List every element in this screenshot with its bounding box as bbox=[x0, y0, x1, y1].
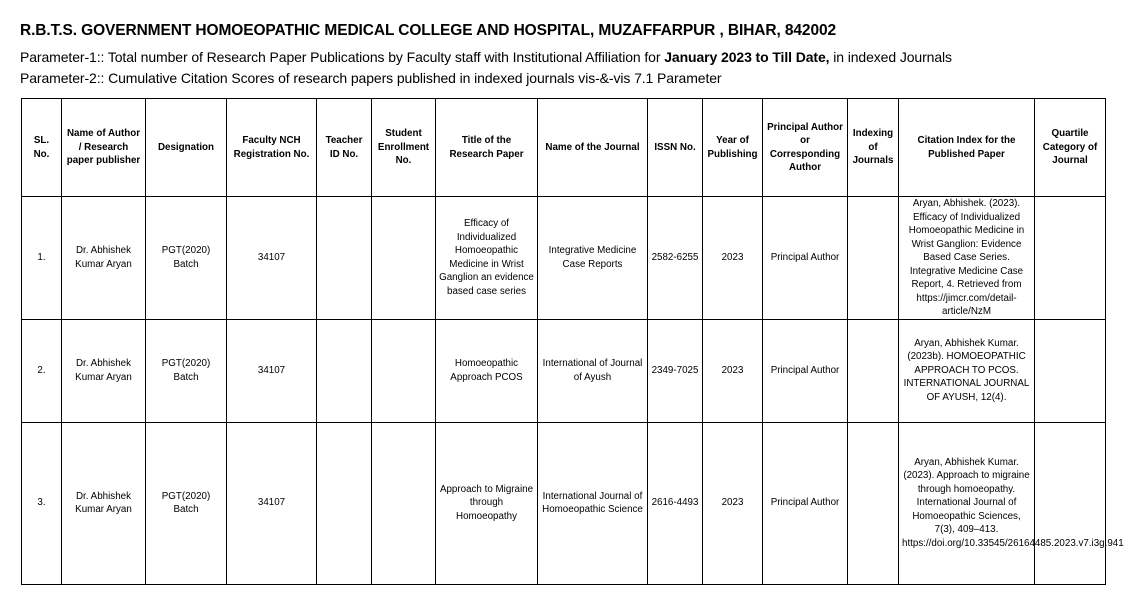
col-header-author-role: Principal Author or Corresponding Author bbox=[763, 99, 848, 197]
table-header-row bbox=[22, 99, 1106, 197]
table-row bbox=[22, 422, 1106, 584]
cell-author-role: Principal Author bbox=[763, 197, 848, 320]
cell-teacher-id bbox=[317, 319, 372, 422]
cell-teacher-id bbox=[317, 197, 372, 320]
cell-journal: International Journal of Homoeopathic Science bbox=[538, 422, 648, 584]
cell-teacher-id bbox=[317, 422, 372, 584]
cell-nch-reg: 34107 bbox=[227, 319, 317, 422]
parameter-1-suffix: in indexed Journals bbox=[829, 49, 952, 65]
col-header-student-enroll: Student Enrollment No. bbox=[372, 99, 436, 197]
parameter-1-bold: January 2023 to Till Date, bbox=[664, 49, 830, 65]
cell-quartile bbox=[1035, 319, 1106, 422]
parameter-1-line bbox=[20, 49, 952, 65]
cell-nch-reg: 34107 bbox=[227, 422, 317, 584]
cell-author: Dr. Abhishek Kumar Aryan bbox=[62, 319, 146, 422]
cell-title: Homoeopathic Approach PCOS bbox=[436, 319, 538, 422]
cell-sl: 1. bbox=[22, 197, 62, 320]
cell-citation: Aryan, Abhishek. (2023). Efficacy of Individualized Homoeopathic Medicine in Wrist Ganglion: Evidence Based Case Series. Integrative Medicine Case Report, 4. Retrieved from https://jimcr.com/detail-article/NzM bbox=[899, 197, 1035, 320]
cell-author: Dr. Abhishek Kumar Aryan bbox=[62, 422, 146, 584]
cell-title: Approach to Migraine through Homoeopathy bbox=[436, 422, 538, 584]
cell-issn: 2616-4493 bbox=[648, 422, 703, 584]
col-header-year: Year of Publishing bbox=[703, 99, 763, 197]
cell-student-enroll bbox=[372, 422, 436, 584]
cell-quartile bbox=[1035, 422, 1106, 584]
col-header-citation: Citation Index for the Published Paper bbox=[899, 99, 1035, 197]
col-header-sl: SL. No. bbox=[22, 99, 62, 197]
page-title: R.B.T.S. GOVERNMENT HOMOEOPATHIC MEDICAL COLLEGE AND HOSPITAL, MUZAFFARPUR , BIHAR, 842002 bbox=[20, 22, 837, 39]
col-header-designation: Designation bbox=[146, 99, 227, 197]
publications-table bbox=[21, 98, 1124, 585]
col-header-journal: Name of the Journal bbox=[538, 99, 648, 197]
col-header-nch-reg: Faculty NCH Registration No. bbox=[227, 99, 317, 197]
col-header-indexing: Indexing of Journals bbox=[848, 99, 899, 197]
cell-year: 2023 bbox=[703, 197, 763, 320]
cell-issn: 2582-6255 bbox=[648, 197, 703, 320]
col-header-teacher-id: Teacher ID No. bbox=[317, 99, 372, 197]
cell-journal: International of Journal of Ayush bbox=[538, 319, 648, 422]
parameter-2-line: Parameter-2:: Cumulative Citation Scores of research papers published in indexed journals vis-&-vis 7.1 Parameter bbox=[20, 70, 722, 86]
cell-indexing bbox=[848, 197, 899, 320]
parameter-1-prefix: Parameter-1:: Total number of Research Paper Publications by Faculty staff with Institutional Affiliation for bbox=[20, 49, 665, 65]
cell-issn: 2349-7025 bbox=[648, 319, 703, 422]
cell-citation: Aryan, Abhishek Kumar. (2023). Approach to migraine through homoeopathy. International Journal of Homoeopathic Sciences, 7(3), 409–413. https://doi.org/10.33545/26164485.2023.v7.i3g.941 bbox=[899, 422, 1035, 584]
cell-sl: 2. bbox=[22, 319, 62, 422]
table-row bbox=[22, 197, 1106, 320]
cell-year: 2023 bbox=[703, 319, 763, 422]
cell-quartile bbox=[1035, 197, 1106, 320]
cell-citation: Aryan, Abhishek Kumar. (2023b). HOMOEOPATHIC APPROACH TO PCOS. INTERNATIONAL JOURNAL OF AYUSH, 12(4). bbox=[899, 319, 1035, 422]
cell-designation: PGT(2020) Batch bbox=[146, 197, 227, 320]
col-header-title: Title of the Research Paper bbox=[436, 99, 538, 197]
cell-student-enroll bbox=[372, 197, 436, 320]
table-row bbox=[22, 319, 1106, 422]
cell-author: Dr. Abhishek Kumar Aryan bbox=[62, 197, 146, 320]
col-header-author: Name of Author / Research paper publisher bbox=[62, 99, 146, 197]
col-header-quartile: Quartile Category of Journal bbox=[1035, 99, 1106, 197]
cell-indexing bbox=[848, 319, 899, 422]
cell-author-role: Principal Author bbox=[763, 422, 848, 584]
cell-sl: 3. bbox=[22, 422, 62, 584]
cell-journal: Integrative Medicine Case Reports bbox=[538, 197, 648, 320]
cell-designation: PGT(2020) Batch bbox=[146, 422, 227, 584]
cell-author-role: Principal Author bbox=[763, 319, 848, 422]
cell-student-enroll bbox=[372, 319, 436, 422]
cell-nch-reg: 34107 bbox=[227, 197, 317, 320]
col-header-issn: ISSN No. bbox=[648, 99, 703, 197]
cell-year: 2023 bbox=[703, 422, 763, 584]
cell-designation: PGT(2020) Batch bbox=[146, 319, 227, 422]
cell-title: Efficacy of Individualized Homoeopathic Medicine in Wrist Ganglion an evidence based case series bbox=[436, 197, 538, 320]
cell-indexing bbox=[848, 422, 899, 584]
